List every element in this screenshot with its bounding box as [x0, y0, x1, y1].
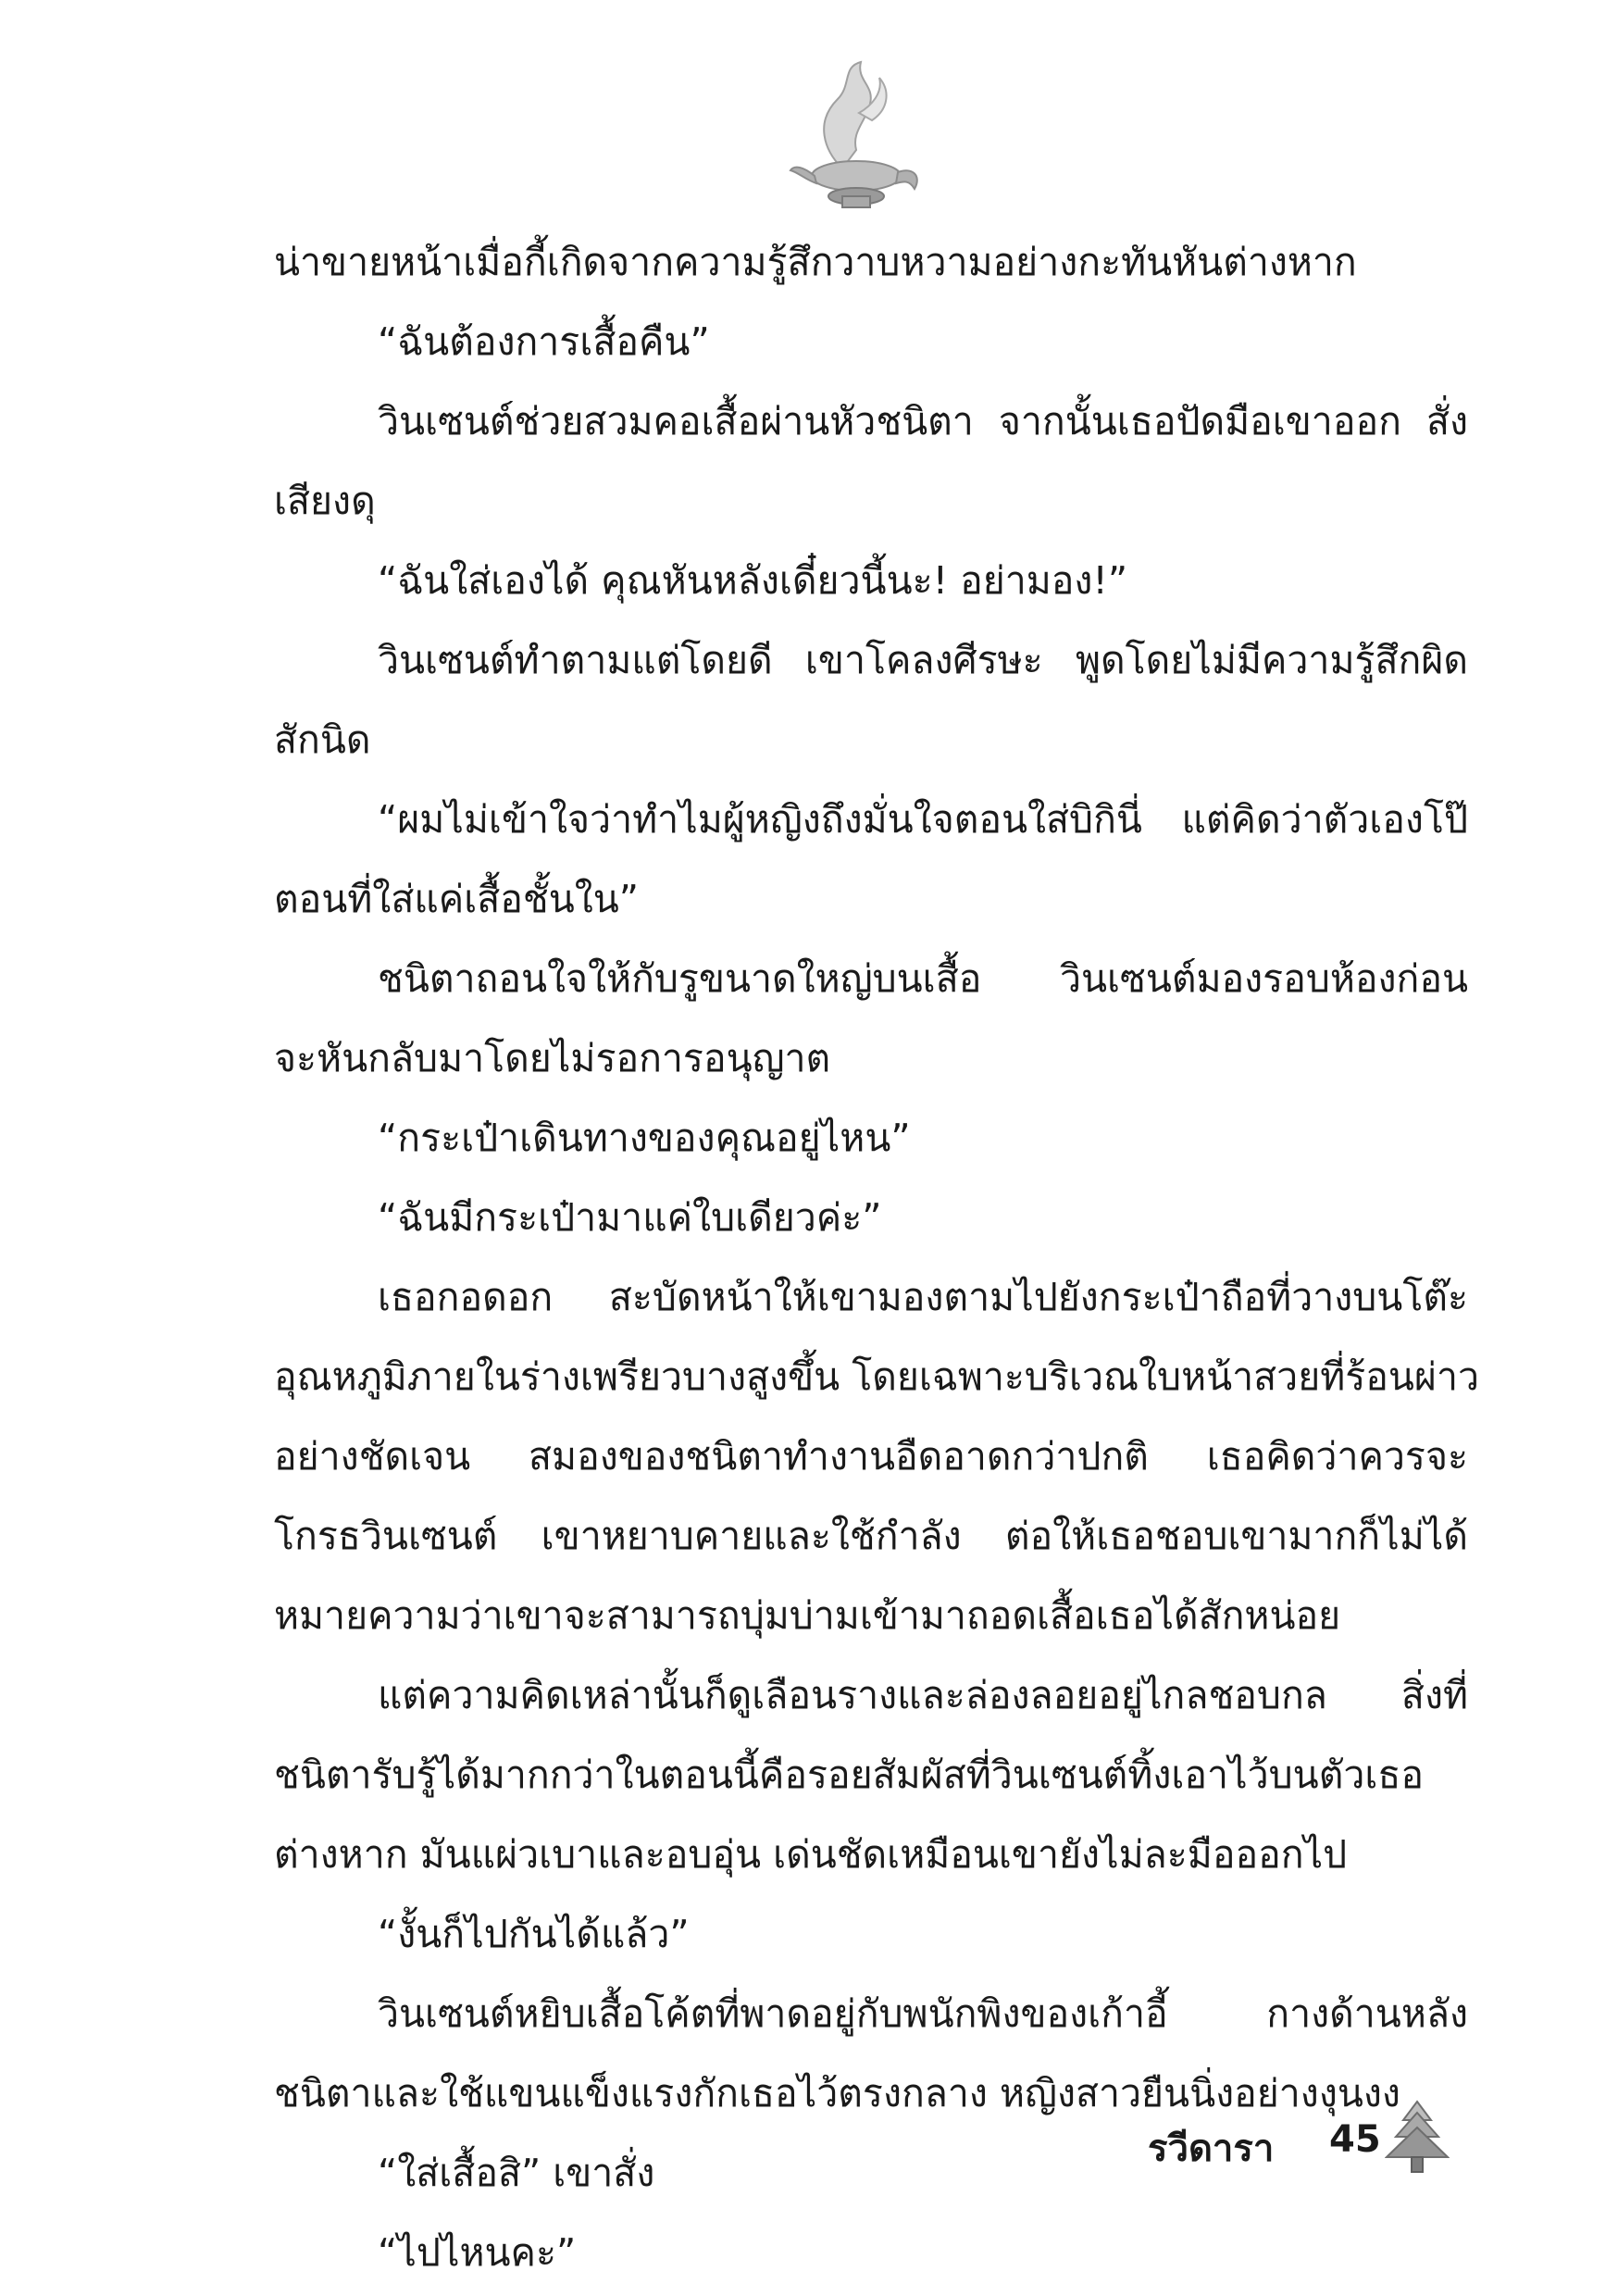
text-line: “ผมไม่เข้าใจว่าทำไมผู้หญิงถึงมั่นใจตอนใส่บิกินี่ แต่คิดว่าตัวเองโป๊ — [378, 797, 1468, 842]
page-footer — [1148, 2092, 1500, 2194]
text-line: อุณหภูมิภายในร่างเพรียวบางสูงขึ้น โดยเฉพาะบริเวณใบหน้าสวยที่ร้อนผ่าว — [274, 1354, 1479, 1399]
text-line: ชนิตาและใช้แขนแข็งแรงกักเธอไว้ตรงกลาง หญิงสาวยืนนิ่งอย่างงุนงง — [274, 2071, 1400, 2115]
text-line: “ใส่เสื้อสิ” เขาสั่ง — [378, 2151, 655, 2195]
text-line: วินเซนต์หยิบเสื้อโค้ตที่พาดอยู่กับพนักพิงของเก้าอี้ กางด้านหลัง — [378, 1991, 1468, 2036]
text-line: เสียงดุ — [274, 479, 376, 523]
text-line: “งั้นก็ไปกันได้แล้ว” — [378, 1912, 690, 1956]
page-number: 45 — [1329, 2118, 1381, 2161]
text-line: แต่ความคิดเหล่านั้นก็ดูเลือนรางและล่องลอยอยู่ไกลชอบกล สิ่งที่ — [378, 1673, 1468, 1717]
text-line: “ฉันต้องการเสื้อคืน” — [378, 319, 710, 364]
text-line: ชนิตารับรู้ได้มากกว่าในตอนนี้คือรอยสัมผัสที่วินเซนต์ทิ้งเอาไว้บนตัวเธอ — [274, 1753, 1425, 1797]
genie-lamp-icon — [787, 57, 926, 215]
text-line: จะหันกลับมาโดยไม่รอการอนุญาต — [274, 1036, 831, 1080]
text-line: “ฉันมีกระเป๋ามาแค่ใบเดียวค่ะ” — [378, 1195, 882, 1240]
text-line: “ไปไหนคะ” — [378, 2230, 577, 2275]
text-line: หมายความว่าเขาจะสามารถบุ่มบ่ามเข้ามาถอดเสื้อเธอได้สักหน่อย — [274, 1593, 1341, 1638]
text-line: น่าขายหน้าเมื่อกี้เกิดจากความรู้สึกวาบหวามอย่างกะทันหันต่างหาก — [274, 240, 1357, 284]
text-line: ตอนที่ใส่แค่เสื้อชั้นใน” — [274, 877, 640, 921]
text-line: “ฉันใส่เองได้ คุณหันหลังเดี๋ยวนี้นะ! อย่ามอง!” — [378, 558, 1128, 603]
text-line: เธอกอดอก สะบัดหน้าให้เขามองตามไปยังกระเป๋าถือที่วางบนโต๊ะ — [378, 1275, 1468, 1319]
text-line: วินเซนต์ทำตามแต่โดยดี เขาโคลงศีรษะ พูดโดยไม่มีความรู้สึกผิด — [378, 638, 1468, 682]
text-line: โกรธวินเซนต์ เขาหยาบคายและใช้กำลัง ต่อให้เธอชอบเขามากก็ไม่ได้ — [274, 1514, 1468, 1558]
text-line: ชนิตาถอนใจให้กับรูขนาดใหญ่บนเสื้อ วินเซนต์มองรอบห้องก่อน — [378, 956, 1468, 1001]
text-line: “กระเป๋าเดินทางของคุณอยู่ไหน” — [378, 1116, 911, 1160]
book-title: รวีดารา — [1148, 2128, 1275, 2170]
body-text — [274, 222, 1479, 2292]
pine-tree-icon — [1385, 2100, 1450, 2177]
text-line: อย่างชัดเจน สมองของชนิตาทำงานอืดอาดกว่าปกติ เธอคิดว่าควรจะ — [274, 1434, 1468, 1479]
text-line: สักนิด — [274, 718, 371, 762]
text-line: วินเซนต์ช่วยสวมคอเสื้อผ่านหัวชนิตา จากนั้นเธอปัดมือเขาออก สั่ง — [378, 399, 1468, 443]
text-line: ต่างหาก มันแผ่วเบาและอบอุ่น เด่นชัดเหมือนเขายังไม่ละมือออกไป — [274, 1832, 1348, 1877]
